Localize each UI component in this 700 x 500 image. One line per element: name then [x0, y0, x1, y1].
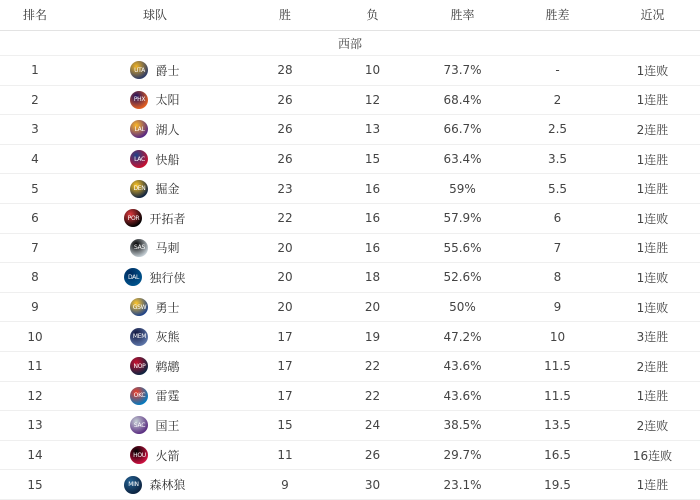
team-cell	[70, 298, 240, 316]
cell-wins: 9	[240, 470, 330, 500]
team-cell	[70, 268, 240, 286]
cell-team[interactable]	[70, 292, 240, 322]
team-cell	[70, 61, 240, 79]
cell-recent: 1连胜	[605, 381, 700, 411]
table-row[interactable]	[0, 203, 700, 233]
cell-rank: 12	[0, 381, 70, 411]
team-name-label: 太阳	[155, 93, 180, 108]
cell-win-pct: 63.4%	[415, 144, 510, 174]
cell-wins: 20	[240, 263, 330, 293]
cell-wins: 28	[240, 56, 330, 86]
team-logo-icon: MEM	[130, 328, 148, 346]
team-logo-icon: NOP	[130, 357, 148, 375]
cell-losses: 26	[330, 440, 415, 470]
cell-losses: 15	[330, 144, 415, 174]
cell-games-behind: 5.5	[510, 174, 605, 204]
cell-rank: 13	[0, 411, 70, 441]
cell-recent: 1连败	[605, 263, 700, 293]
cell-games-behind: 16.5	[510, 440, 605, 470]
team-name-label: 独行侠	[149, 270, 186, 285]
cell-recent: 2连胜	[605, 115, 700, 145]
cell-recent: 2连败	[605, 411, 700, 441]
cell-win-pct: 52.6%	[415, 263, 510, 293]
table-row[interactable]	[0, 470, 700, 500]
cell-rank: 5	[0, 174, 70, 204]
cell-recent: 1连败	[605, 292, 700, 322]
cell-rank: 4	[0, 144, 70, 174]
team-cell	[70, 209, 240, 227]
team-name-label: 火箭	[155, 448, 180, 463]
cell-games-behind: -	[510, 56, 605, 86]
team-logo-icon: LAC	[130, 150, 148, 168]
cell-rank: 2	[0, 85, 70, 115]
team-logo-icon: GSW	[130, 298, 148, 316]
cell-team[interactable]	[70, 263, 240, 293]
cell-recent: 1连胜	[605, 85, 700, 115]
team-logo-icon: DEN	[130, 180, 148, 198]
cell-team[interactable]	[70, 440, 240, 470]
cell-games-behind: 8	[510, 263, 605, 293]
cell-team[interactable]	[70, 411, 240, 441]
team-cell	[70, 446, 240, 464]
table-row[interactable]	[0, 174, 700, 204]
team-cell	[70, 239, 240, 257]
team-name-label: 马刺	[155, 241, 180, 256]
cell-losses: 12	[330, 85, 415, 115]
column-header-rank: 排名	[0, 0, 70, 31]
cell-rank: 10	[0, 322, 70, 352]
cell-rank: 9	[0, 292, 70, 322]
cell-recent: 1连胜	[605, 470, 700, 500]
cell-wins: 20	[240, 292, 330, 322]
team-logo-icon: DAL	[124, 268, 142, 286]
cell-wins: 15	[240, 411, 330, 441]
cell-wins: 17	[240, 351, 330, 381]
cell-losses: 24	[330, 411, 415, 441]
cell-games-behind: 10	[510, 322, 605, 352]
cell-wins: 17	[240, 381, 330, 411]
cell-losses: 16	[330, 203, 415, 233]
cell-rank: 14	[0, 440, 70, 470]
team-name-label: 开拓者	[149, 211, 186, 226]
column-header-losses: 负	[330, 0, 415, 31]
team-cell	[70, 387, 240, 405]
cell-games-behind: 7	[510, 233, 605, 263]
cell-team[interactable]	[70, 470, 240, 500]
cell-recent: 2连胜	[605, 351, 700, 381]
cell-wins: 26	[240, 85, 330, 115]
cell-rank: 1	[0, 56, 70, 86]
cell-wins: 26	[240, 115, 330, 145]
cell-losses: 18	[330, 263, 415, 293]
team-cell	[70, 328, 240, 346]
table-row[interactable]	[0, 144, 700, 174]
cell-games-behind: 9	[510, 292, 605, 322]
cell-recent: 1连败	[605, 203, 700, 233]
team-cell	[70, 180, 240, 198]
team-cell	[70, 91, 240, 109]
cell-losses: 16	[330, 233, 415, 263]
cell-team[interactable]	[70, 351, 240, 381]
table-row[interactable]	[0, 292, 700, 322]
table-row[interactable]	[0, 115, 700, 145]
cell-recent: 1连胜	[605, 174, 700, 204]
cell-team[interactable]	[70, 144, 240, 174]
cell-win-pct: 43.6%	[415, 351, 510, 381]
cell-wins: 17	[240, 322, 330, 352]
cell-games-behind: 11.5	[510, 351, 605, 381]
column-header-win-pct: 胜率	[415, 0, 510, 31]
cell-rank: 7	[0, 233, 70, 263]
team-logo-icon: HOU	[130, 446, 148, 464]
cell-rank: 11	[0, 351, 70, 381]
team-name-label: 掘金	[155, 182, 180, 197]
cell-rank: 6	[0, 203, 70, 233]
cell-losses: 16	[330, 174, 415, 204]
cell-losses: 30	[330, 470, 415, 500]
cell-win-pct: 47.2%	[415, 322, 510, 352]
team-name-label: 鹈鹕	[155, 359, 180, 374]
cell-team[interactable]	[70, 174, 240, 204]
cell-recent: 3连胜	[605, 322, 700, 352]
cell-win-pct: 73.7%	[415, 56, 510, 86]
cell-win-pct: 57.9%	[415, 203, 510, 233]
team-cell	[70, 476, 240, 494]
cell-rank: 3	[0, 115, 70, 145]
cell-team[interactable]	[70, 203, 240, 233]
cell-losses: 22	[330, 381, 415, 411]
team-logo-icon: MIN	[124, 476, 142, 494]
column-header-wins: 胜	[240, 0, 330, 31]
cell-losses: 13	[330, 115, 415, 145]
team-logo-icon: SAS	[130, 239, 148, 257]
team-name-label: 雷霆	[155, 389, 180, 404]
table-row[interactable]	[0, 233, 700, 263]
cell-games-behind: 2	[510, 85, 605, 115]
team-logo-icon: POR	[124, 209, 142, 227]
team-cell	[70, 357, 240, 375]
cell-wins: 11	[240, 440, 330, 470]
cell-win-pct: 68.4%	[415, 85, 510, 115]
team-logo-icon: SAC	[130, 416, 148, 434]
team-name-label: 爵士	[155, 63, 180, 78]
cell-wins: 20	[240, 233, 330, 263]
cell-losses: 10	[330, 56, 415, 86]
cell-recent: 1连败	[605, 56, 700, 86]
cell-games-behind: 3.5	[510, 144, 605, 174]
cell-win-pct: 29.7%	[415, 440, 510, 470]
cell-losses: 20	[330, 292, 415, 322]
cell-win-pct: 55.6%	[415, 233, 510, 263]
column-header-team: 球队	[70, 0, 240, 31]
cell-team[interactable]	[70, 115, 240, 145]
cell-team[interactable]	[70, 56, 240, 86]
team-cell	[70, 150, 240, 168]
table-row[interactable]	[0, 56, 700, 86]
cell-games-behind: 11.5	[510, 381, 605, 411]
cell-games-behind: 19.5	[510, 470, 605, 500]
cell-wins: 22	[240, 203, 330, 233]
cell-win-pct: 38.5%	[415, 411, 510, 441]
table-row[interactable]	[0, 351, 700, 381]
team-logo-icon: LAL	[130, 120, 148, 138]
cell-win-pct: 66.7%	[415, 115, 510, 145]
cell-team[interactable]	[70, 85, 240, 115]
cell-recent: 1连胜	[605, 144, 700, 174]
team-name-label: 勇士	[155, 300, 180, 315]
header-row	[0, 0, 700, 31]
cell-games-behind: 2.5	[510, 115, 605, 145]
cell-team[interactable]	[70, 233, 240, 263]
table-row[interactable]	[0, 263, 700, 293]
cell-recent: 1连胜	[605, 233, 700, 263]
team-logo-icon: PHX	[130, 91, 148, 109]
team-name-label: 灰熊	[155, 330, 180, 345]
team-cell	[70, 416, 240, 434]
cell-win-pct: 50%	[415, 292, 510, 322]
cell-rank: 8	[0, 263, 70, 293]
cell-win-pct: 59%	[415, 174, 510, 204]
cell-games-behind: 13.5	[510, 411, 605, 441]
cell-team[interactable]	[70, 381, 240, 411]
table-row[interactable]	[0, 381, 700, 411]
table-row[interactable]	[0, 85, 700, 115]
cell-win-pct: 23.1%	[415, 470, 510, 500]
column-header-recent: 近况	[605, 0, 700, 31]
cell-losses: 19	[330, 322, 415, 352]
cell-team[interactable]	[70, 322, 240, 352]
team-cell	[70, 120, 240, 138]
table-header	[0, 0, 700, 31]
table-row[interactable]	[0, 411, 700, 441]
team-name-label: 快船	[155, 152, 180, 167]
team-name-label: 国王	[155, 418, 180, 433]
cell-win-pct: 43.6%	[415, 381, 510, 411]
cell-rank: 15	[0, 470, 70, 500]
team-name-label: 森林狼	[149, 478, 186, 493]
team-logo-icon: OKC	[130, 387, 148, 405]
table-row[interactable]	[0, 322, 700, 352]
team-logo-icon: UTA	[130, 61, 148, 79]
column-header-games-behind: 胜差	[510, 0, 605, 31]
table-row[interactable]	[0, 440, 700, 470]
conference-section-row	[0, 31, 700, 56]
cell-games-behind: 6	[510, 203, 605, 233]
table-body	[0, 31, 700, 500]
conference-label: 西部	[0, 31, 700, 56]
cell-losses: 22	[330, 351, 415, 381]
cell-wins: 26	[240, 144, 330, 174]
team-name-label: 湖人	[155, 122, 180, 137]
cell-wins: 23	[240, 174, 330, 204]
cell-recent: 16连败	[605, 440, 700, 470]
